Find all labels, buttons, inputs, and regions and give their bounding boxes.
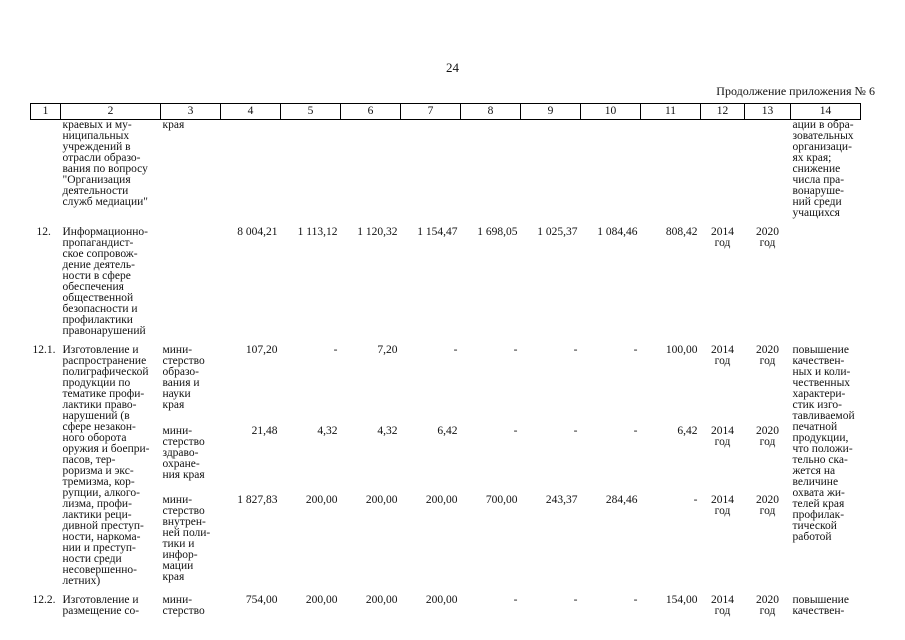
cell-end-year: 2020 год [756, 344, 779, 367]
cell-value: - [453, 344, 458, 356]
cell-end-year: 2020 год [756, 494, 779, 518]
cell-value: 1 154,47 [417, 226, 458, 238]
row-executor: мини- стерство внутрен- ней поли- тики и инфор- мации края [162, 494, 211, 584]
header-row [31, 104, 861, 120]
row-executor: мини- стерство [162, 594, 205, 617]
cell-value: 200,00 [365, 594, 398, 606]
col-header: 2 [61, 104, 161, 120]
row-result: повышение качествен- ных и коли- чественных характери- стик изго- тавливаемой печатной продукции, что положи- тельно ска- жется на величине охвата жи- телей края профилак- тической работой [792, 344, 855, 543]
cell-total: 1 827,83 [237, 494, 278, 507]
cell-value: 1 025,37 [537, 226, 578, 238]
col-header: 12 [701, 104, 745, 120]
cell-value: 200,00 [425, 594, 458, 606]
cell-end-year: 2020 год [756, 425, 779, 449]
cell-value: 200,00 [305, 494, 338, 507]
row-executor: края [162, 119, 185, 131]
col-header: 9 [521, 104, 581, 120]
cell-value: 6,42 [677, 425, 698, 438]
cell-value: 200,00 [305, 594, 338, 606]
cell-total: 8 004,21 [237, 226, 278, 238]
cell-value: 1 698,05 [477, 226, 518, 238]
cell-value: 1 084,46 [597, 226, 638, 238]
row-number [31, 120, 61, 228]
table-row [31, 595, 861, 617]
cell-value: 1 120,32 [357, 226, 398, 238]
cell-value: - [513, 594, 518, 606]
cell-start-year: 2014 год [711, 594, 734, 617]
table-row [31, 120, 861, 228]
table-row [31, 345, 861, 426]
cell-value: - [573, 594, 578, 606]
cell-total: 754,00 [245, 594, 278, 606]
row-result: повышение качествен- [792, 594, 849, 617]
cell-value: 243,37 [545, 494, 578, 507]
cell-value: 1 113,12 [297, 226, 338, 238]
col-header: 6 [341, 104, 401, 120]
row-executor: мини- стерство образо- вания и науки края [162, 344, 205, 411]
row-name: Изготовление и распространение полиграфической продукции по тематике профи- лактики право- нарушений (в сфере незакон- ного оборота оружия и боепри- пасов, тер- роризма и экс- тремизма, кор- рупции, алкого- лизма, профи- лактики реци- дивной преступ- ности, наркома- нии и преступ- ности среди несовершенно- летних) [62, 344, 150, 587]
cell-value: 7,20 [377, 344, 398, 356]
page-number: 24 [446, 60, 459, 75]
cell-start-year: 2014 год [711, 494, 734, 518]
row-number: 12.1. [32, 344, 56, 356]
col-header: 8 [461, 104, 521, 120]
cell-value: 200,00 [365, 494, 398, 507]
cell-value: 700,00 [485, 494, 518, 507]
cell-start-year: 2014 год [711, 425, 734, 449]
cell-start-year: 2014 год [711, 344, 734, 367]
cell-value: - [573, 425, 578, 438]
col-header: 14 [791, 104, 861, 120]
row-result [791, 227, 861, 345]
row-name: Информационно- пропагандист- ское сопровож- дение деятель- ности в сфере обеспечения общественной безопасности и профилактики правонарушений [62, 226, 148, 337]
row-executor: мини- стерство здраво- охране- ния края [162, 425, 205, 482]
row-result: ации в обра- зовательных организаци- ях края; снижение числа пра- вонаруше- ний среди учащихся [792, 119, 854, 219]
cell-total: 21,48 [251, 425, 278, 438]
continuation-label: Продолжение приложения № 6 [716, 84, 875, 98]
row-number: 12.2. [32, 594, 56, 606]
col-header: 13 [745, 104, 791, 120]
col-header: 7 [401, 104, 461, 120]
row-number: 12. [36, 226, 51, 238]
col-header: 10 [581, 104, 641, 120]
cell-value: 6,42 [437, 425, 458, 438]
cell-value: 284,46 [605, 494, 638, 507]
cell-value: - [513, 425, 518, 438]
row-executor [161, 227, 221, 345]
cell-value: - [333, 344, 338, 356]
cell-total: 107,20 [245, 344, 278, 356]
cell-value: 200,00 [425, 494, 458, 507]
cell-end-year: 2020 год [756, 594, 779, 617]
cell-value: 100,00 [665, 344, 698, 356]
col-header: 4 [221, 104, 281, 120]
col-header: 1 [31, 104, 61, 120]
cell-end-year: 2020 год [756, 226, 779, 249]
col-header: 5 [281, 104, 341, 120]
cell-start-year: 2014 год [711, 226, 734, 249]
row-name: Изготовление и размещение со- [62, 594, 140, 617]
cell-value: 154,00 [665, 594, 698, 606]
cell-value: - [693, 494, 698, 507]
row-name: краевых и му- ниципальных учреждений в отрасли образо- вания по вопросу "Организация деятельности служб медиации" [62, 119, 148, 208]
cell-value: 808,42 [665, 226, 698, 238]
appendix-table [30, 103, 861, 617]
cell-value: - [513, 344, 518, 356]
cell-value: 4,32 [377, 425, 398, 438]
col-header: 11 [641, 104, 701, 120]
cell-value: - [633, 425, 638, 438]
cell-value: 4,32 [317, 425, 338, 438]
cell-value: - [573, 344, 578, 356]
table-row [31, 227, 861, 345]
cell-value: - [633, 594, 638, 606]
col-header: 3 [161, 104, 221, 120]
cell-value: - [633, 344, 638, 356]
